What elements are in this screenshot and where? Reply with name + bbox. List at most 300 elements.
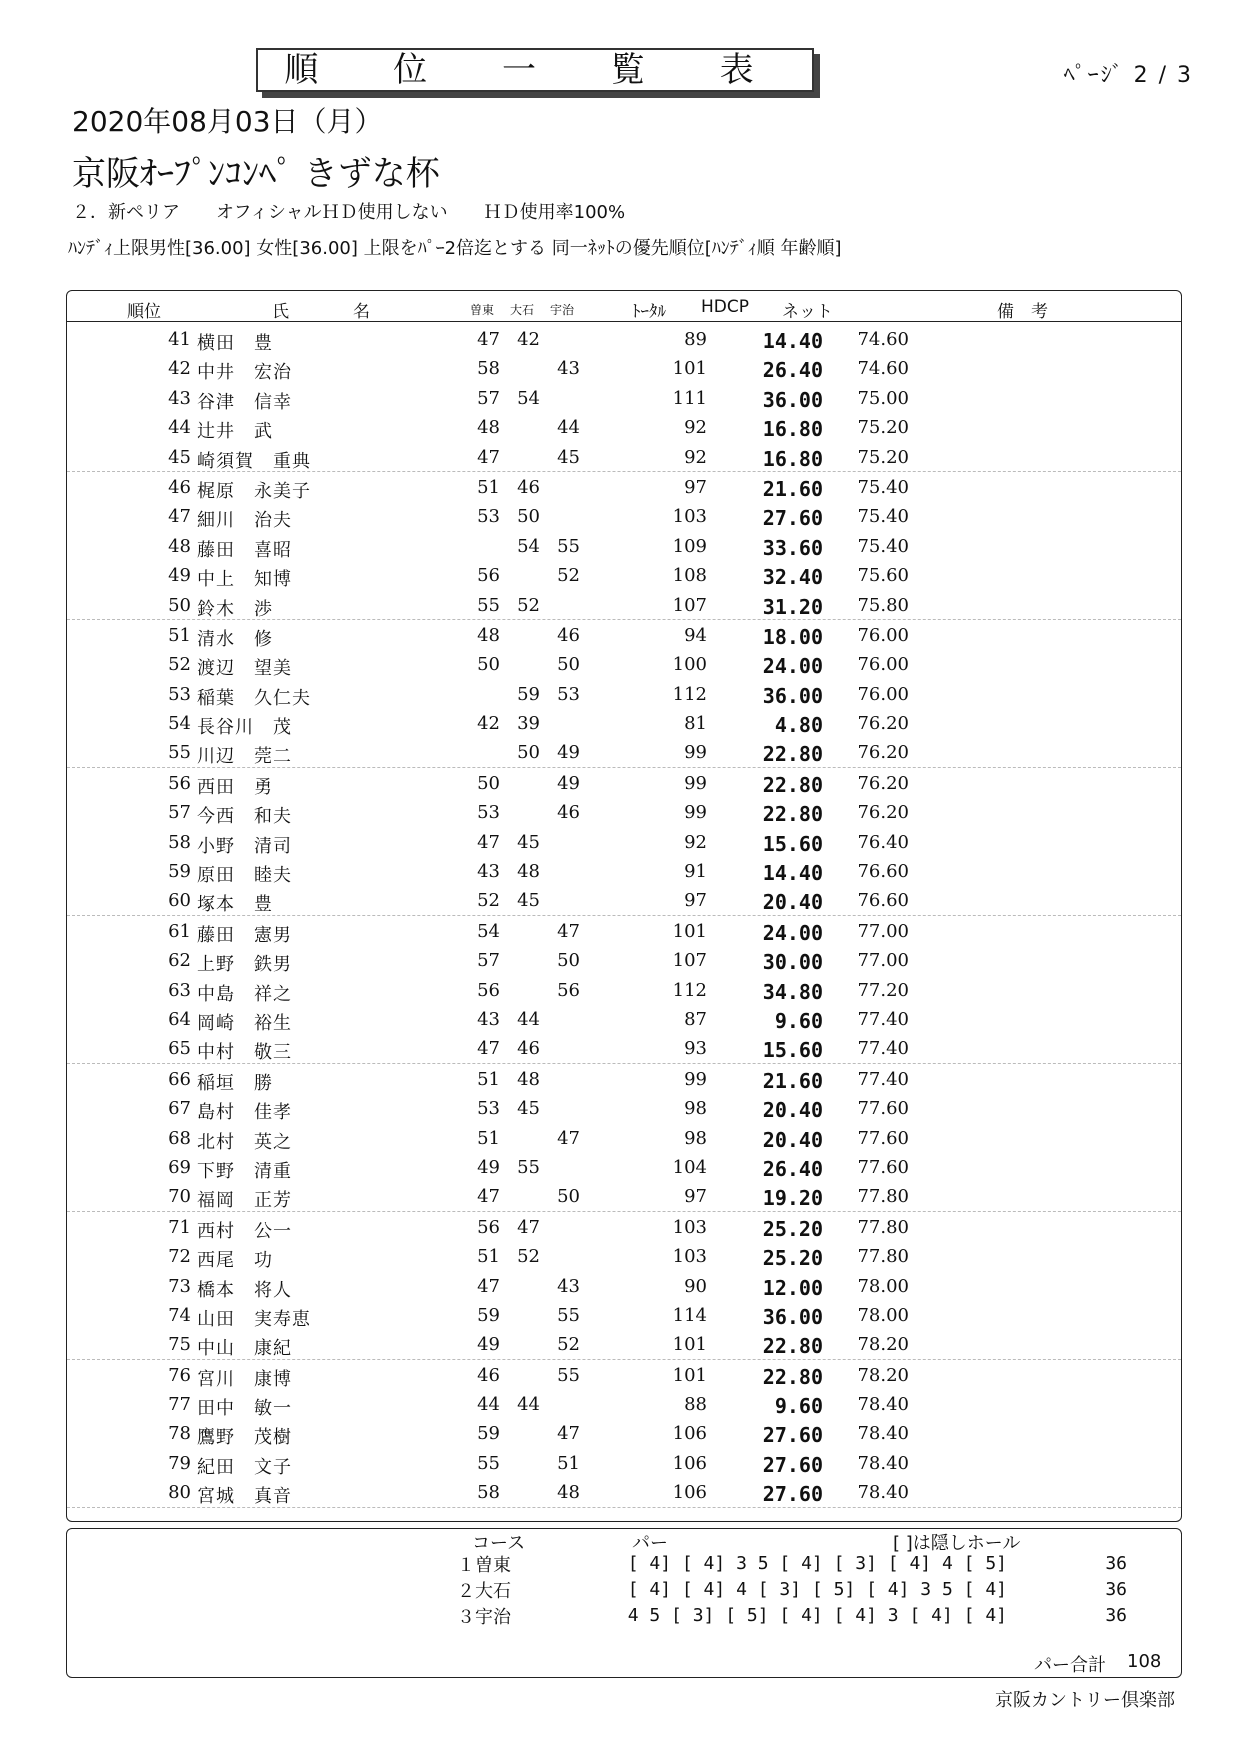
total-score: 98 xyxy=(684,1127,707,1149)
handicap: 21.60 xyxy=(762,1068,823,1093)
score-course1: 50 xyxy=(477,654,500,676)
net-score: 77.20 xyxy=(857,979,909,1001)
player-name: 西田 勇 xyxy=(197,776,273,798)
score-course1: 59 xyxy=(477,1423,500,1445)
results-rows xyxy=(67,324,1181,1508)
score-course1: 59 xyxy=(477,1304,500,1326)
handicap: 33.60 xyxy=(762,535,823,560)
col-course3: 宇治 xyxy=(550,303,575,317)
score-course2: 47 xyxy=(517,1216,540,1238)
col-net: ネット xyxy=(782,302,833,322)
table-row xyxy=(67,383,1181,412)
table-row xyxy=(67,1033,1181,1063)
course-par-holes: [ 4] [ 4] 3 5 [ 4] [ 3] [ 4] 4 [ 5] xyxy=(627,1553,1007,1574)
score-course3: 49 xyxy=(557,742,580,764)
handicap: 18.00 xyxy=(762,624,823,649)
table-row xyxy=(67,1212,1181,1241)
event-date: 2020年08月03日（月） xyxy=(72,105,383,138)
score-course1: 44 xyxy=(477,1394,500,1416)
net-score: 78.00 xyxy=(857,1275,909,1297)
player-name: 崎須賀 重典 xyxy=(197,450,311,472)
net-score: 74.60 xyxy=(857,358,909,380)
score-course1: 55 xyxy=(477,1452,500,1474)
player-name: 北村 英之 xyxy=(197,1131,292,1153)
handicap: 36.00 xyxy=(762,1304,823,1329)
net-score: 74.60 xyxy=(857,329,909,350)
score-course1: 48 xyxy=(477,417,500,439)
net-score: 76.20 xyxy=(857,802,909,824)
score-course3: 47 xyxy=(557,1127,580,1149)
net-score: 75.40 xyxy=(857,535,909,557)
rank-cell: 49 xyxy=(168,565,191,587)
score-course3: 55 xyxy=(557,1304,580,1326)
net-score: 76.20 xyxy=(857,772,909,794)
rank-cell: 61 xyxy=(168,920,191,942)
course-par-table xyxy=(66,1528,1182,1678)
table-row xyxy=(67,768,1181,797)
total-score: 100 xyxy=(672,654,707,676)
rank-cell: 45 xyxy=(168,446,191,468)
player-name: 辻井 武 xyxy=(197,421,273,443)
net-score: 78.40 xyxy=(857,1394,909,1416)
table-row xyxy=(67,827,1181,856)
handicap: 26.40 xyxy=(762,1156,823,1181)
player-name: 宮川 康博 xyxy=(197,1368,292,1390)
total-score: 106 xyxy=(672,1482,707,1504)
score-course3: 50 xyxy=(557,950,580,972)
rank-cell: 71 xyxy=(168,1216,191,1238)
player-name: 中村 敬三 xyxy=(197,1042,292,1064)
score-course1: 47 xyxy=(477,831,500,853)
handicap: 30.00 xyxy=(762,950,823,975)
table-row xyxy=(67,737,1181,767)
col-name-2: 名 xyxy=(353,302,370,322)
course-name: ３宇治 xyxy=(457,1607,511,1628)
rank-cell: 78 xyxy=(168,1423,191,1445)
score-course1: 56 xyxy=(477,565,500,587)
table-row xyxy=(67,1477,1181,1507)
col-name-1: 氏 xyxy=(272,302,289,322)
net-score: 78.40 xyxy=(857,1452,909,1474)
player-name: 中上 知博 xyxy=(197,569,292,591)
rank-cell: 76 xyxy=(168,1364,191,1386)
total-score: 103 xyxy=(672,506,707,528)
score-course1: 56 xyxy=(477,1216,500,1238)
page-indicator: ﾍﾟｰｼﾞ 2 / 3 xyxy=(1063,63,1193,88)
table-row xyxy=(67,1241,1181,1270)
course-par-total: 36 xyxy=(1105,1605,1127,1626)
player-name: 川辺 莞二 xyxy=(197,746,292,768)
table-row xyxy=(67,472,1181,501)
total-score: 94 xyxy=(684,624,707,646)
player-name: 細川 治夫 xyxy=(197,510,292,532)
score-course1: 51 xyxy=(477,1127,500,1149)
net-score: 78.00 xyxy=(857,1304,909,1326)
score-course3: 43 xyxy=(557,358,580,380)
handicap: 22.80 xyxy=(762,1364,823,1389)
total-score: 104 xyxy=(672,1156,707,1178)
rank-cell: 57 xyxy=(168,802,191,824)
score-course2: 45 xyxy=(517,831,540,853)
total-score: 92 xyxy=(684,417,707,439)
player-name: 西村 公一 xyxy=(197,1220,292,1242)
player-name: 稲垣 勝 xyxy=(197,1072,273,1094)
player-name: 横田 豊 xyxy=(197,333,273,354)
total-score: 98 xyxy=(684,1098,707,1120)
net-score: 76.00 xyxy=(857,654,909,676)
total-score: 112 xyxy=(672,979,707,1001)
total-score: 103 xyxy=(672,1216,707,1238)
score-course3: 48 xyxy=(557,1482,580,1504)
total-score: 99 xyxy=(684,772,707,794)
score-course1: 53 xyxy=(477,1098,500,1120)
net-score: 78.20 xyxy=(857,1364,909,1386)
handicap: 26.40 xyxy=(762,358,823,383)
handicap: 19.20 xyxy=(762,1186,823,1211)
score-course3: 52 xyxy=(557,565,580,587)
net-score: 76.20 xyxy=(857,742,909,764)
course-par-holes: [ 4] [ 4] 4 [ 3] [ 5] [ 4] 3 5 [ 4] xyxy=(627,1579,1007,1600)
table-row xyxy=(67,1181,1181,1211)
handicap: 12.00 xyxy=(762,1275,823,1300)
handicap: 22.80 xyxy=(762,802,823,827)
table-row xyxy=(67,1360,1181,1389)
score-course2: 45 xyxy=(517,1098,540,1120)
total-score: 106 xyxy=(672,1423,707,1445)
score-course1: 51 xyxy=(477,1068,500,1090)
total-score: 101 xyxy=(672,358,707,380)
score-course1: 47 xyxy=(477,446,500,468)
handicap: 14.40 xyxy=(762,861,823,886)
total-score: 101 xyxy=(672,1334,707,1356)
total-score: 87 xyxy=(684,1008,707,1030)
score-course1: 47 xyxy=(477,329,500,350)
competition-name: 京阪ｵｰﾌﾟﾝｺﾝﾍﾟ きずな杯 xyxy=(72,154,440,194)
rank-cell: 77 xyxy=(168,1394,191,1416)
rank-cell: 59 xyxy=(168,861,191,883)
col-course2: 大石 xyxy=(510,303,535,317)
net-score: 78.40 xyxy=(857,1423,909,1445)
rank-cell: 75 xyxy=(168,1334,191,1356)
net-score: 77.80 xyxy=(857,1246,909,1268)
player-name: 梶原 永美子 xyxy=(197,480,311,502)
player-name: 中島 祥之 xyxy=(197,983,292,1005)
rank-cell: 48 xyxy=(168,535,191,557)
player-name: 宮城 真音 xyxy=(197,1486,292,1508)
net-score: 77.80 xyxy=(857,1186,909,1208)
table-row xyxy=(67,856,1181,885)
score-course2: 39 xyxy=(517,713,540,735)
net-score: 77.40 xyxy=(857,1008,909,1030)
handicap: 27.60 xyxy=(762,1482,823,1507)
course-par-holes: 4 5 [ 3] [ 5] [ 4] [ 4] 3 [ 4] [ 4] xyxy=(627,1605,1007,1626)
score-course3: 47 xyxy=(557,1423,580,1445)
player-name: 紀田 文子 xyxy=(197,1456,292,1478)
rank-cell: 74 xyxy=(168,1304,191,1326)
player-name: 鷹野 茂樹 xyxy=(197,1427,292,1449)
table-row xyxy=(67,531,1181,560)
score-course1: 47 xyxy=(477,1038,500,1060)
handicap: 22.80 xyxy=(762,742,823,767)
rank-cell: 58 xyxy=(168,831,191,853)
course-par-total: 36 xyxy=(1105,1579,1127,1600)
col-remarks: 備 考 xyxy=(997,302,1048,322)
score-course3: 55 xyxy=(557,535,580,557)
handicap: 27.60 xyxy=(762,506,823,531)
score-course3: 50 xyxy=(557,654,580,676)
page-title: 順 位 一 覧 表 xyxy=(256,48,814,92)
score-course2: 55 xyxy=(517,1156,540,1178)
rank-cell: 41 xyxy=(168,329,191,350)
table-row xyxy=(67,649,1181,678)
player-name: 岡崎 裕生 xyxy=(197,1012,292,1034)
total-score: 92 xyxy=(684,831,707,853)
player-name: 福岡 正芳 xyxy=(197,1190,292,1212)
handicap: 4.80 xyxy=(774,713,823,738)
table-row xyxy=(67,1064,1181,1093)
score-course2: 46 xyxy=(517,1038,540,1060)
total-score: 99 xyxy=(684,802,707,824)
course-label: コース xyxy=(472,1533,526,1554)
score-course3: 43 xyxy=(557,1275,580,1297)
rank-cell: 54 xyxy=(168,713,191,735)
score-course1: 58 xyxy=(477,1482,500,1504)
score-course3: 44 xyxy=(557,417,580,439)
total-score: 111 xyxy=(672,387,707,409)
net-score: 76.60 xyxy=(857,861,909,883)
total-score: 109 xyxy=(672,535,707,557)
score-course2: 48 xyxy=(517,1068,540,1090)
player-name: 塚本 豊 xyxy=(197,894,273,916)
handicap: 21.60 xyxy=(762,476,823,501)
table-row xyxy=(67,1123,1181,1152)
score-course2: 50 xyxy=(517,506,540,528)
score-course2: 46 xyxy=(517,476,540,498)
score-course1: 49 xyxy=(477,1334,500,1356)
score-course3: 46 xyxy=(557,624,580,646)
total-score: 97 xyxy=(684,890,707,912)
net-score: 75.20 xyxy=(857,417,909,439)
rank-cell: 80 xyxy=(168,1482,191,1504)
score-course1: 56 xyxy=(477,979,500,1001)
table-row xyxy=(67,560,1181,589)
net-score: 77.80 xyxy=(857,1216,909,1238)
handicap: 32.40 xyxy=(762,565,823,590)
handicap: 14.40 xyxy=(762,329,823,353)
player-name: 小野 清司 xyxy=(197,835,292,857)
course-name: ２大石 xyxy=(457,1581,511,1602)
table-row xyxy=(67,324,1181,353)
player-name: 清水 修 xyxy=(197,628,273,650)
net-score: 77.00 xyxy=(857,920,909,942)
table-row xyxy=(67,501,1181,530)
score-course1: 54 xyxy=(477,920,500,942)
player-name: 藤田 憲男 xyxy=(197,924,292,946)
player-name: 田中 敏一 xyxy=(197,1398,292,1420)
col-hdcp: HDCP xyxy=(701,297,749,317)
player-name: 原田 睦夫 xyxy=(197,865,292,887)
rank-cell: 51 xyxy=(168,624,191,646)
course-par-total: 36 xyxy=(1105,1553,1127,1574)
rank-cell: 42 xyxy=(168,358,191,380)
total-score: 91 xyxy=(684,861,707,883)
table-row xyxy=(67,1300,1181,1329)
player-name: 西尾 功 xyxy=(197,1250,273,1272)
total-score: 81 xyxy=(684,713,707,735)
table-row xyxy=(67,1389,1181,1418)
score-course1: 57 xyxy=(477,950,500,972)
total-score: 97 xyxy=(684,1186,707,1208)
par-total-label: パー合計 xyxy=(1034,1655,1106,1676)
rank-cell: 43 xyxy=(168,387,191,409)
player-name: 島村 佳孝 xyxy=(197,1102,292,1124)
net-score: 75.40 xyxy=(857,476,909,498)
player-name: 中山 康紀 xyxy=(197,1338,292,1360)
total-score: 99 xyxy=(684,742,707,764)
table-row xyxy=(67,975,1181,1004)
table-row xyxy=(67,679,1181,708)
handicap: 20.40 xyxy=(762,1098,823,1123)
score-course3: 46 xyxy=(557,802,580,824)
rank-cell: 46 xyxy=(168,476,191,498)
player-name: 鈴木 渉 xyxy=(197,598,273,620)
score-course2: 54 xyxy=(517,387,540,409)
net-score: 75.60 xyxy=(857,565,909,587)
net-score: 77.40 xyxy=(857,1038,909,1060)
score-course1: 51 xyxy=(477,1246,500,1268)
results-table xyxy=(66,290,1182,1522)
score-course3: 49 xyxy=(557,772,580,794)
col-total: ﾄｰﾀﾙ xyxy=(632,302,666,322)
player-name: 下野 清重 xyxy=(197,1160,292,1182)
net-score: 76.00 xyxy=(857,624,909,646)
score-course2: 48 xyxy=(517,861,540,883)
handicap-rule: ﾊﾝﾃﾞｨ上限男性[36.00] 女性[36.00] 上限をﾊﾟｰ2倍迄とする 同一ﾈｯﾄの優先順位[ﾊﾝﾃﾞｨ順 年齢順] xyxy=(68,238,842,259)
player-name: 山田 実寿恵 xyxy=(197,1308,311,1330)
score-course1: 52 xyxy=(477,890,500,912)
net-score: 77.60 xyxy=(857,1127,909,1149)
rank-cell: 44 xyxy=(168,417,191,439)
player-name: 中井 宏治 xyxy=(197,362,292,384)
score-course1: 58 xyxy=(477,358,500,380)
rank-cell: 67 xyxy=(168,1098,191,1120)
net-score: 77.60 xyxy=(857,1156,909,1178)
handicap: 36.00 xyxy=(762,683,823,708)
total-score: 107 xyxy=(672,950,707,972)
score-course2: 44 xyxy=(517,1008,540,1030)
net-score: 78.40 xyxy=(857,1482,909,1504)
total-score: 89 xyxy=(684,329,707,350)
table-row xyxy=(67,590,1181,620)
rank-cell: 79 xyxy=(168,1452,191,1474)
score-course1: 47 xyxy=(477,1186,500,1208)
table-row xyxy=(67,945,1181,974)
score-course2: 54 xyxy=(517,535,540,557)
score-course2: 45 xyxy=(517,890,540,912)
total-score: 99 xyxy=(684,1068,707,1090)
rank-cell: 69 xyxy=(168,1156,191,1178)
score-course1: 43 xyxy=(477,1008,500,1030)
score-course3: 53 xyxy=(557,683,580,705)
score-course1: 57 xyxy=(477,387,500,409)
score-course1: 48 xyxy=(477,624,500,646)
rank-cell: 70 xyxy=(168,1186,191,1208)
score-course2: 52 xyxy=(517,1246,540,1268)
total-score: 92 xyxy=(684,446,707,468)
handicap: 16.80 xyxy=(762,417,823,442)
course-name: １曽東 xyxy=(457,1555,511,1576)
table-row xyxy=(67,620,1181,649)
player-name: 稲葉 久仁夫 xyxy=(197,687,311,709)
handicap: 22.80 xyxy=(762,772,823,797)
total-score: 97 xyxy=(684,476,707,498)
handicap: 36.00 xyxy=(762,387,823,412)
net-score: 77.40 xyxy=(857,1068,909,1090)
par-total-value: 108 xyxy=(1127,1651,1162,1672)
rank-cell: 47 xyxy=(168,506,191,528)
score-course1: 49 xyxy=(477,1156,500,1178)
handicap: 15.60 xyxy=(762,831,823,856)
total-score: 107 xyxy=(672,594,707,616)
handicap: 27.60 xyxy=(762,1452,823,1477)
header-divider xyxy=(67,321,1181,322)
player-name: 長谷川 茂 xyxy=(197,717,292,739)
rank-cell: 53 xyxy=(168,683,191,705)
total-score: 112 xyxy=(672,683,707,705)
table-row xyxy=(67,1448,1181,1477)
rank-cell: 63 xyxy=(168,979,191,1001)
handicap: 34.80 xyxy=(762,979,823,1004)
table-row xyxy=(67,1329,1181,1359)
net-score: 76.40 xyxy=(857,831,909,853)
player-name: 上野 鉄男 xyxy=(197,954,292,976)
total-score: 101 xyxy=(672,920,707,942)
table-row xyxy=(67,916,1181,945)
table-row xyxy=(67,708,1181,737)
table-row xyxy=(67,442,1181,472)
player-name: 渡辺 望美 xyxy=(197,658,292,680)
rank-cell: 56 xyxy=(168,772,191,794)
table-row xyxy=(67,1152,1181,1181)
rank-cell: 73 xyxy=(168,1275,191,1297)
score-course1: 47 xyxy=(477,1275,500,1297)
table-row xyxy=(67,353,1181,382)
rank-cell: 52 xyxy=(168,654,191,676)
player-name: 谷津 信幸 xyxy=(197,391,292,413)
score-course1: 42 xyxy=(477,713,500,735)
table-row xyxy=(67,1271,1181,1300)
net-score: 78.20 xyxy=(857,1334,909,1356)
rank-cell: 72 xyxy=(168,1246,191,1268)
table-row xyxy=(67,797,1181,826)
handicap: 9.60 xyxy=(774,1008,823,1033)
handicap: 22.80 xyxy=(762,1334,823,1359)
score-course2: 42 xyxy=(517,329,540,350)
score-course3: 50 xyxy=(557,1186,580,1208)
hidden-hole-note: [ ]は隠しホール xyxy=(893,1533,1021,1554)
table-row xyxy=(67,1004,1181,1033)
total-score: 90 xyxy=(684,1275,707,1297)
handicap: 25.20 xyxy=(762,1216,823,1241)
par-label: パー xyxy=(632,1533,668,1554)
rank-cell: 50 xyxy=(168,594,191,616)
score-course1: 53 xyxy=(477,506,500,528)
score-course2: 59 xyxy=(517,683,540,705)
handicap: 16.80 xyxy=(762,446,823,471)
score-course1: 50 xyxy=(477,772,500,794)
handicap: 24.00 xyxy=(762,654,823,679)
net-score: 76.60 xyxy=(857,890,909,912)
